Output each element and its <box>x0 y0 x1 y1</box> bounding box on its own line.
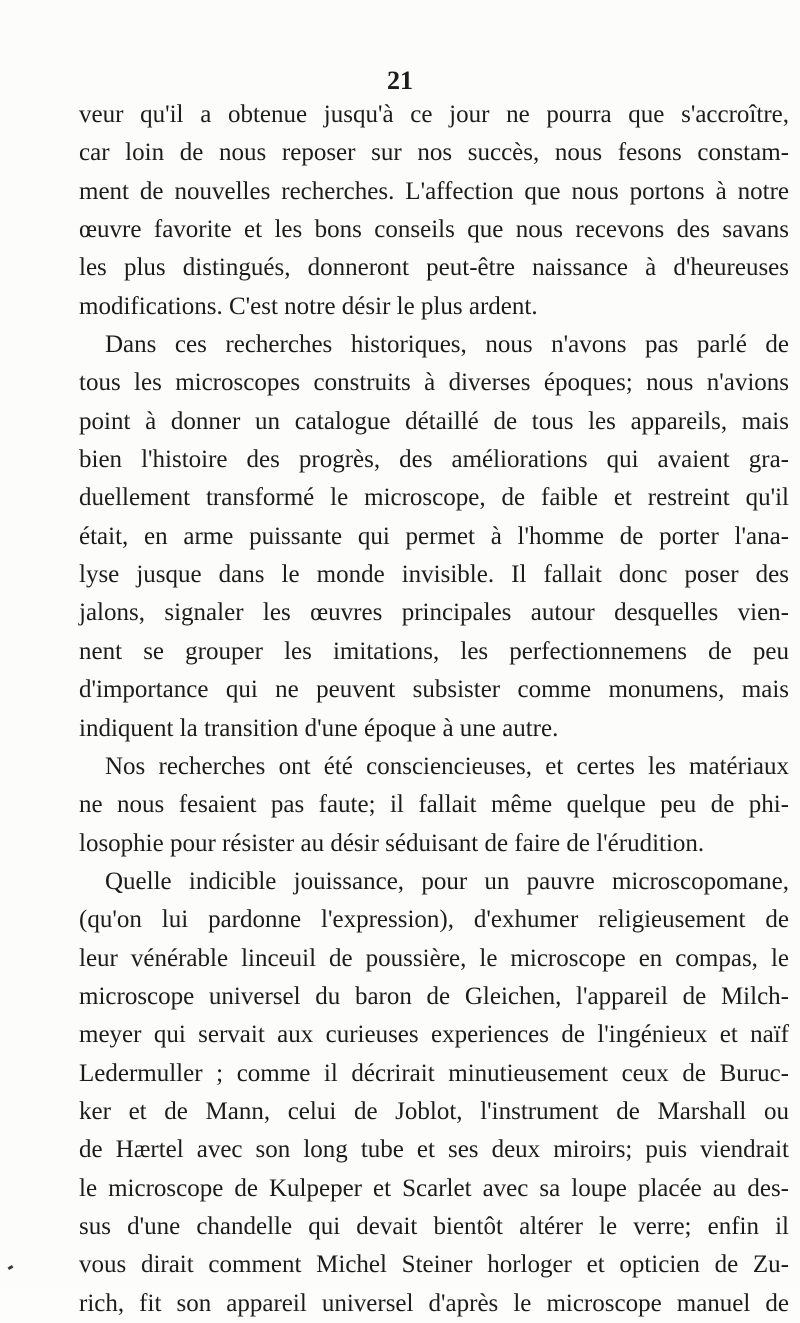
text-line: de Hærtel avec son long tube et ses deux miroirs; puis viendrait <box>79 1136 789 1164</box>
text-line: (qu'on lui pardonne l'expression), d'exhumer religieusement de <box>79 906 789 934</box>
text-line: car loin de nous reposer sur nos succès, nous fesons constam- <box>79 139 789 167</box>
text-line: ment de nouvelles recherches. L'affection que nous portons à notre <box>79 177 789 205</box>
text-line: modifications. C'est notre désir le plus ardent. <box>79 292 538 320</box>
text-line: nent se grouper les imitations, les perfectionnemens de peu <box>79 637 789 665</box>
text-line: meyer qui servait aux curieuses experiences de l'ingénieux et naïf <box>79 1021 789 1049</box>
text-line: ne nous fesaient pas faute; il fallait même quelque peu de phi- <box>79 791 789 819</box>
text-line: leur vénérable linceuil de poussière, le microscope en compas, le <box>79 944 789 972</box>
text-line: sus d'une chandelle qui devait bientôt altérer le verre; enfin il <box>79 1212 789 1240</box>
text-line: vous dirait comment Michel Steiner horloger et opticien de Zu- <box>79 1251 789 1279</box>
text-line: était, en arme puissante qui permet à l'homme de porter l'ana- <box>79 522 789 550</box>
body-text <box>79 96 789 1323</box>
page-number: 21 <box>387 66 413 95</box>
paragraph-start-line: Dans ces recherches historiques, nous n'avons pas parlé de <box>105 331 789 359</box>
text-line: ker et de Mann, celui de Joblot, l'instrument de Marshall ou <box>79 1097 789 1125</box>
text-line: bien l'histoire des progrès, des améliorations qui avaient gra- <box>79 446 789 474</box>
text-line: œuvre favorite et les bons conseils que nous recevons des savans <box>79 216 789 244</box>
text-line: jalons, signaler les œuvres principales autour desquelles vien- <box>79 599 789 627</box>
text-line: veur qu'il a obtenue jusqu'à ce jour ne pourra que s'accroître, <box>79 101 789 128</box>
text-line: tous les microscopes construits à diverses époques; nous n'avions <box>79 369 789 397</box>
text-line: d'importance qui ne peuvent subsister comme monumens, mais <box>79 676 789 704</box>
print-speck <box>8 1265 14 1270</box>
text-line: point à donner un catalogue détaillé de tous les appareils, mais <box>79 407 789 435</box>
text-line: les plus distingués, donneront peut-être naissance à d'heureuses <box>79 254 789 282</box>
text-line: duellement transformé le microscope, de faible et restreint qu'il <box>79 484 789 512</box>
text-line: losophie pour résister au désir séduisant de faire de l'érudition. <box>79 829 705 857</box>
text-line: rich, fit son appareil universel d'après le microscope manuel de <box>79 1289 789 1317</box>
text-line: Ledermuller ; comme il décrirait minutieusement ceux de Buruc- <box>79 1059 789 1087</box>
text-line: microscope universel du baron de Gleichen, l'appareil de Milch- <box>79 982 789 1010</box>
text-line: lyse jusque dans le monde invisible. Il fallait donc poser des <box>79 561 789 589</box>
paragraph-start-line: Quelle indicible jouissance, pour un pauvre microscopomane, <box>105 867 789 895</box>
paragraph-start-line: Nos recherches ont été consciencieuses, et certes les matériaux <box>105 752 789 780</box>
text-line: le microscope de Kulpeper et Scarlet avec sa loupe placée au des- <box>79 1174 789 1202</box>
text-line: indiquent la transition d'une époque à une autre. <box>79 714 559 742</box>
